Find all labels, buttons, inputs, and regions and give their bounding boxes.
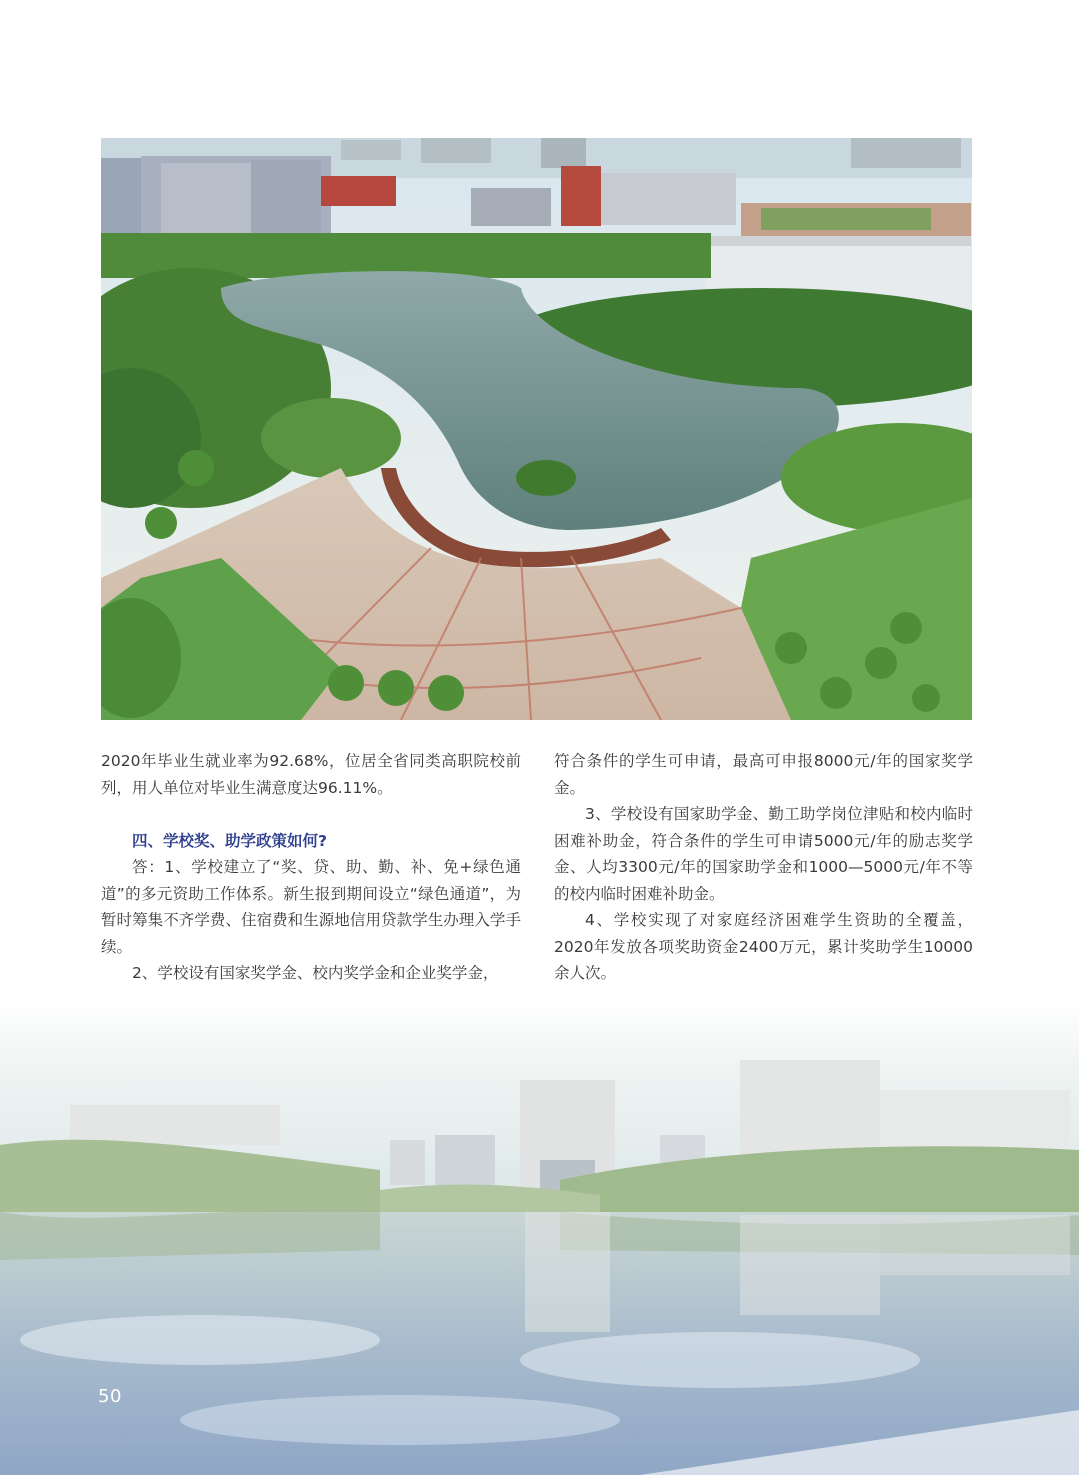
scholarship-continued-paragraph: 符合条件的学生可申请，最高可申报8000元/年的国家奖学金。: [554, 752, 973, 797]
page-number: 50: [98, 1386, 122, 1407]
employment-paragraph: 2020年毕业生就业率为92.68%，位居全省同类高职院校前列，用人单位对毕业生满意度达96.11%。: [101, 752, 521, 797]
left-text-column: [101, 748, 521, 987]
campus-aerial-lake-photo: [101, 138, 972, 720]
scholarship-paragraph: 2、学校设有国家奖学金、校内奖学金和企业奖学金，: [132, 964, 499, 982]
aid-system-paragraph: 答：1、学校建立了“奖、贷、助、勤、补、免+绿色通道”的多元资助工作体系。新生报到期间设立“绿色通道”，为暂时筹集不齐学费、住宿费和生源地信用贷款学生办理入学手续。: [101, 858, 521, 956]
lake-reflection-campus-photo: [0, 1000, 1079, 1475]
section-heading: 四、学校奖、助学政策如何?: [132, 831, 327, 850]
right-text-column: [554, 748, 973, 987]
grant-paragraph: 3、学校设有国家助学金、勤工助学岗位津贴和校内临时困难补助金，符合条件的学生可申请5000元/年的励志奖学金、人均3300元/年的国家助学金和1000—5000元/年不等的校内临时困难补助金。: [554, 805, 973, 903]
coverage-paragraph: 4、学校实现了对家庭经济困难学生资助的全覆盖，2020年发放各项奖助资金2400万元，累计奖助学生10000余人次。: [554, 911, 973, 982]
